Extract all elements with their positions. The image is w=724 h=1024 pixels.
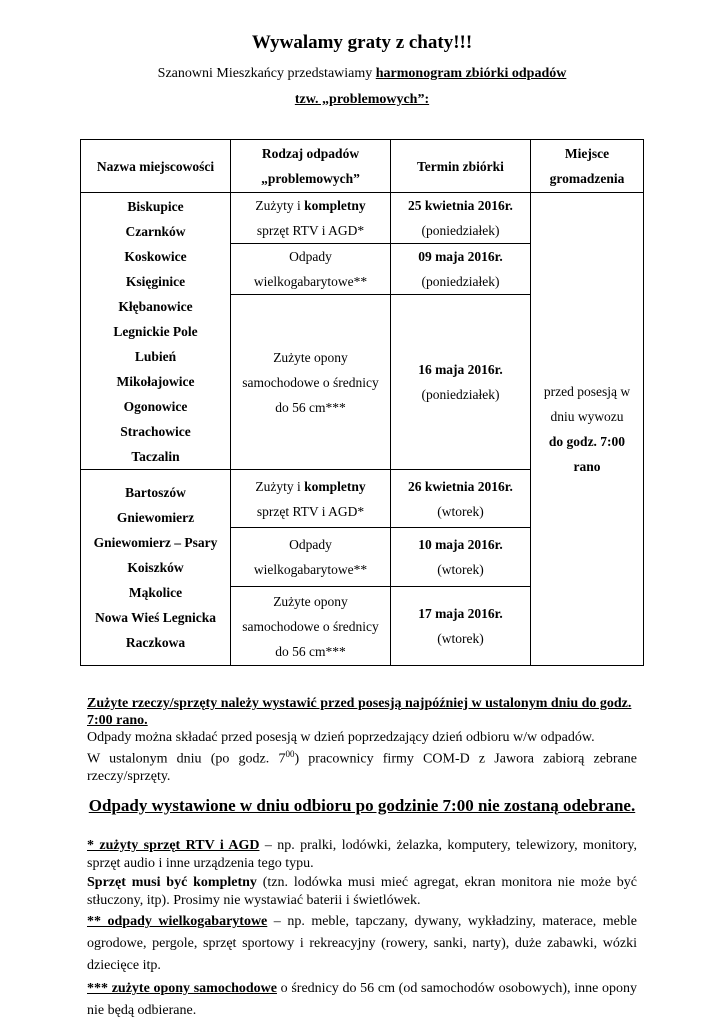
town-item: Gniewomierz bbox=[116, 510, 195, 525]
notes-line-3b: ) pracownicy firmy COM-D z Jawora zabiorą zebrane rzeczy/sprzęty. bbox=[87, 751, 638, 784]
date-value: 25 kwietnia 2016r. bbox=[408, 198, 513, 213]
waste-bulky-cell: Odpady wielkogabarytowe** bbox=[231, 528, 391, 587]
town-item: Mąkolice bbox=[128, 585, 183, 600]
footnote-bulky-text: – np. meble, tapczany, dywany, wykładziny, materace, meble ogrodowe, pergole, sprzęt sportowy i rekreacyjny (rowery, sanki, narty), duże zabawki, wózki dziecięce itp. bbox=[87, 914, 638, 973]
town-item: Strachowice bbox=[120, 423, 191, 439]
town-item: Ogonowice bbox=[123, 398, 188, 414]
town-item: Kłębanowice bbox=[118, 298, 193, 314]
rtv-bold: kompletny bbox=[304, 198, 366, 213]
place-bold: do godz. 7:00 rano bbox=[548, 434, 626, 474]
town-item: Lubień bbox=[134, 348, 177, 364]
schedule-table bbox=[80, 139, 644, 666]
town-item: Taczalin bbox=[131, 448, 180, 464]
header-town: Nazwa miejscowości bbox=[81, 140, 231, 193]
town-item: Legnickie Pole bbox=[113, 323, 198, 339]
date-day: (poniedziałek) bbox=[421, 223, 500, 238]
date-cell bbox=[391, 528, 531, 587]
date-cell bbox=[391, 470, 531, 528]
date-day: (wtorek) bbox=[437, 631, 484, 646]
waste-bulky-cell: Odpady wielkogabarytowe** bbox=[231, 244, 391, 295]
intro-highlight: harmonogram zbiórki odpadów bbox=[375, 66, 567, 81]
date-value: 26 kwietnia 2016r. bbox=[408, 478, 513, 494]
footnote-complete bbox=[87, 874, 637, 910]
footnote-bulky-label: ** odpady wielkogabarytowe bbox=[87, 914, 268, 929]
town-item: Mikołajowice bbox=[116, 373, 195, 389]
footnote-rtv bbox=[87, 837, 637, 873]
town-item: Nowa Wieś Legnicka bbox=[94, 610, 216, 625]
date-cell bbox=[391, 193, 531, 244]
date-cell bbox=[391, 244, 531, 295]
footnote-complete-label: Sprzęt musi być kompletny bbox=[87, 875, 257, 890]
intro-line-2: tzw. „problemowych”: bbox=[294, 92, 430, 107]
rtv-suffix: sprzęt RTV i AGD* bbox=[256, 223, 365, 238]
rtv-suffix: sprzęt RTV i AGD* bbox=[256, 503, 365, 519]
footnote-tires-label: *** zużyte opony samochodowe bbox=[87, 981, 277, 996]
town-item: Raczkowa bbox=[125, 635, 186, 650]
footnote-rtv-label: * zużyty sprzęt RTV i AGD bbox=[87, 838, 260, 853]
group2-towns bbox=[81, 470, 231, 666]
notes-line-3-sup: 00 bbox=[285, 749, 295, 759]
date-day: (poniedziałek) bbox=[421, 274, 500, 289]
notes-line-2: Odpady można składać przed posesją w dzień poprzedzający dzień odbioru w/w odpadów. bbox=[87, 730, 595, 745]
date-day: (wtorek) bbox=[437, 503, 484, 519]
rtv-prefix: Zużyty i bbox=[255, 478, 305, 494]
waste-rtv-cell bbox=[231, 470, 391, 528]
town-item: Koiszków bbox=[127, 560, 184, 575]
waste-tires-cell: Zużyte opony samochodowe o średnicy do 56 cm*** bbox=[231, 295, 391, 470]
table-row bbox=[81, 193, 644, 244]
header-place: Miejsce gromadzenia bbox=[531, 140, 644, 193]
waste-rtv-cell bbox=[231, 193, 391, 244]
date-value: 09 maja 2016r. bbox=[418, 249, 503, 264]
date-value: 17 maja 2016r. bbox=[418, 606, 503, 621]
intro-prefix: Szanowni Mieszkańcy przedstawiamy bbox=[157, 66, 376, 81]
notes-line-3 bbox=[87, 746, 637, 785]
place-cell bbox=[531, 193, 644, 666]
footnote-tires bbox=[87, 978, 637, 1022]
warning-text: Odpady wystawione w dniu odbioru po godzinie 7:00 nie zostaną odebrane. bbox=[88, 796, 636, 815]
town-item: Gniewomierz – Psary bbox=[93, 535, 218, 550]
footnote-complete-text: (tzn. lodówka musi mieć agregat, ekran monitora nie może być stłuczony, itp). Prosimy nie wystawiać baterii i świetlówek. bbox=[87, 875, 637, 908]
town-item: Księginice bbox=[125, 273, 186, 289]
date-day: (wtorek) bbox=[437, 562, 484, 577]
footnotes bbox=[87, 837, 637, 1023]
date-day: (poniedziałek) bbox=[421, 387, 500, 402]
page-title: Wywalamy graty z chaty!!! bbox=[251, 32, 473, 53]
notes-line-3a: W ustalonym dniu (po godz. 7 bbox=[87, 751, 286, 767]
town-item: Bartoszów bbox=[125, 485, 186, 500]
date-cell bbox=[391, 295, 531, 470]
group1-towns bbox=[81, 193, 231, 470]
footnote-bulky bbox=[87, 911, 637, 977]
notes-block bbox=[87, 695, 637, 785]
header-date: Termin zbiórki bbox=[391, 140, 531, 193]
date-value: 10 maja 2016r. bbox=[418, 537, 503, 552]
date-value: 16 maja 2016r. bbox=[418, 362, 503, 377]
notes-line-1: Zużyte rzeczy/sprzęty należy wystawić przed posesją najpóźniej w ustalonym dniu do godz. 7:00 rano. bbox=[87, 696, 632, 728]
header-waste-type: Rodzaj odpadów „problemowych” bbox=[231, 140, 391, 193]
town-item: Biskupice bbox=[127, 198, 184, 214]
footnote-rtv-text: – np. pralki, lodówki, żelazka, komputery, telewizory, monitory, sprzęt audio i inne urządzenia tego typu. bbox=[87, 838, 637, 871]
place-text: przed posesją w dniu wywozu bbox=[543, 384, 631, 424]
intro-text bbox=[0, 66, 724, 82]
rtv-bold: kompletny bbox=[304, 478, 366, 494]
rtv-prefix: Zużyty i bbox=[255, 198, 305, 213]
table-header-row bbox=[81, 140, 644, 193]
date-cell bbox=[391, 587, 531, 666]
town-item: Czarnków bbox=[125, 223, 186, 239]
town-item: Koskowice bbox=[124, 248, 187, 264]
waste-tires-cell: Zużyte opony samochodowe o średnicy do 56 cm*** bbox=[231, 587, 391, 666]
footnote-tires-text: o średnicy do 56 cm (od samochodów osobowych), inne opony nie będą odbierane. bbox=[87, 981, 637, 1018]
